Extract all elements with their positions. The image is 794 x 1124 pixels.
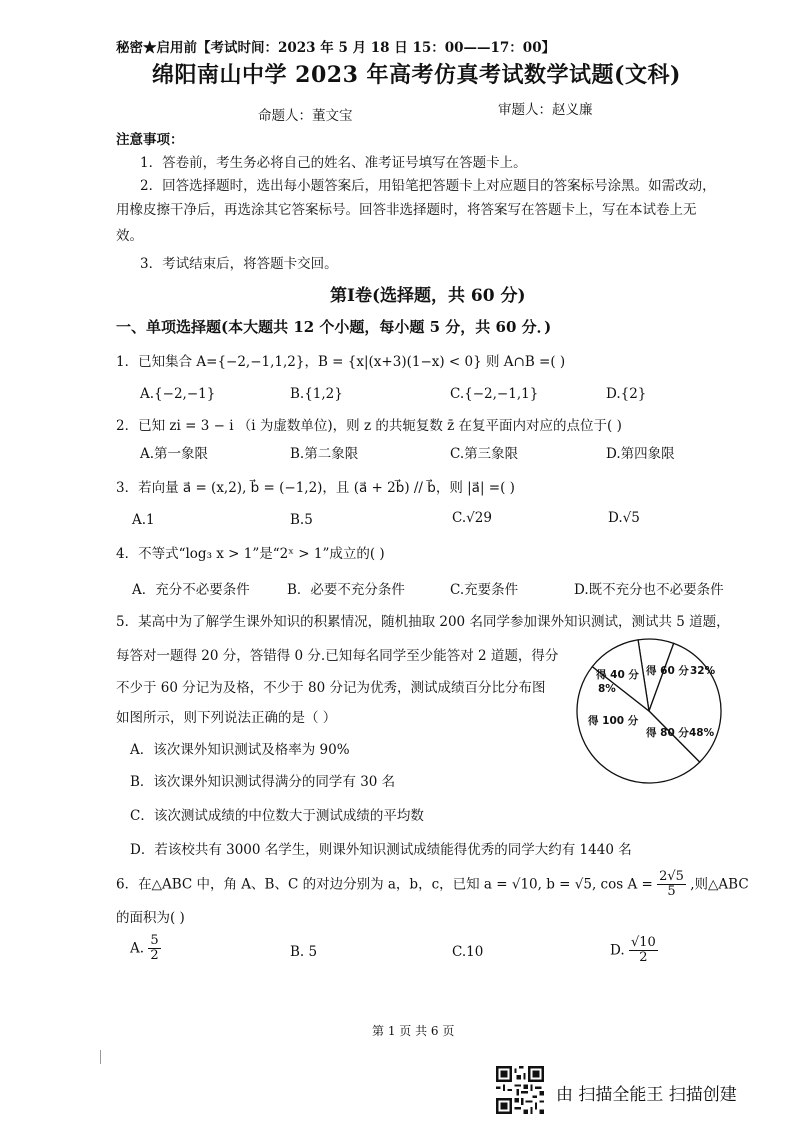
pie-label-40: 得 40 分 <box>596 669 639 681</box>
q5-line-1: 5．某高中为了解学生课外知识的积累情况，随机抽取 200 名同学参加课外知识测试，测试共 5 道题， <box>116 614 730 630</box>
q5-line-3: 不少于 60 分记为及格，不少于 80 分记为优秀，测试成绩百分比分布图 <box>116 680 546 696</box>
q6-option-d-label: D. <box>610 942 625 959</box>
q3-option-a: A.1 <box>132 512 155 528</box>
reviewer: 审题人：赵义廉 <box>498 102 593 118</box>
q2-option-b: B.第二象限 <box>290 446 359 462</box>
q6-option-c: C.10 <box>452 944 484 960</box>
exam-title: 绵阳南山中学 2023 年高考仿真考试数学试题(文科) <box>152 62 681 88</box>
part1-heading: 第Ⅰ卷(选择题，共 60 分) <box>330 286 526 306</box>
q6-frac-num: 2√5 <box>659 869 684 884</box>
q6-line-1-tail: ,则△ABC <box>690 876 749 893</box>
q6-line-2: 的面积为( ) <box>116 910 185 926</box>
q4-stem: 4．不等式“log₃ x > 1”是“2ˣ > 1”成立的( ) <box>116 546 385 562</box>
q6-frac-den: 5 <box>667 884 676 900</box>
q6-option-d-den: 2 <box>639 950 648 966</box>
q3-option-c: C.√29 <box>452 510 492 526</box>
q6-option-d <box>610 936 658 966</box>
q6-line-1 <box>116 870 749 900</box>
pie-label-60: 得 60 分 <box>646 665 689 677</box>
note-2a: 2．回答选择题时，选出每小题答案后，用铅笔把答题卡上对应题目的答案标号涂黑。如需改动， <box>140 178 716 194</box>
q5-option-a: A．该次课外知识测试及格率为 90% <box>130 742 350 758</box>
scanner-watermark: 由 扫描全能王 扫描创建 <box>556 1085 737 1105</box>
q4-option-c: C.充要条件 <box>450 582 519 598</box>
q2-option-c: C.第三象限 <box>450 446 519 462</box>
notes-heading: 注意事项： <box>116 132 184 148</box>
q4-option-a: A．充分不必要条件 <box>132 582 250 598</box>
q6-option-a-frac <box>148 934 160 964</box>
score-pie-chart <box>574 636 724 786</box>
q6-fraction <box>657 870 686 900</box>
scan-mark <box>100 1050 101 1064</box>
note-1: 1．答卷前，考生务必将自己的姓名、准考证号填写在答题卡上。 <box>140 155 527 171</box>
pie-percent-60: 32% <box>690 665 716 677</box>
q1-option-d: D.{2} <box>606 386 647 402</box>
note-2c: 效。 <box>116 228 143 244</box>
q6-option-a <box>130 934 161 964</box>
q5-line-4: 如图所示，则下列说法正确的是（ ） <box>116 710 337 726</box>
q3-option-d: D.√5 <box>608 510 640 526</box>
note-3: 3．考试结束后，将答题卡交回。 <box>140 256 338 272</box>
q5-option-d: D．若该校共有 3000 名学生，则课外知识测试成绩能得优秀的同学大约有 1440 名 <box>130 842 632 858</box>
q2-stem: 2．已知 zi = 3 − i （i 为虚数单位)，则 z 的共轭复数 z̄ 在复平面内对应的点位于( ) <box>116 418 622 434</box>
pie-percent-80: 48% <box>689 727 715 739</box>
exam-time-line: 秘密★启用前【考试时间：2023 年 5 月 18 日 15：00——17：00】 <box>116 40 556 56</box>
section-heading: 一、单项选择题(本大题共 12 个小题，每小题 5 分，共 60 分．) <box>116 318 552 336</box>
pie-percent-40: 8% <box>598 683 616 695</box>
page-number: 第 1 页 共 6 页 <box>372 1024 455 1038</box>
q4-option-b: B．必要不充分条件 <box>287 582 405 598</box>
q3-stem: 3．若向量 a⃗ = (x,2), b⃗ = (−1,2)，且 (a⃗ + 2b⃗) // b⃗，则 |a⃗| =( ) <box>116 480 515 496</box>
q5-option-c: C．该次测试成绩的中位数大于测试成绩的平均数 <box>130 808 424 824</box>
q6-option-b: B. 5 <box>290 944 318 960</box>
q2-option-d: D.第四象限 <box>606 446 675 462</box>
q1-stem: 1．已知集合 A={−2,−1,1,2}，B = {x|(x+3)(1−x) < 0} 则 A∩B =( ) <box>116 354 566 370</box>
q2-option-a: A.第一象限 <box>140 446 209 462</box>
q6-line-1-text: 6．在△ABC 中，角 A、B、C 的对边分别为 a，b，c，已知 a = √10, b = √5, cos A = <box>116 876 653 893</box>
q5-line-2: 每答对一题得 20 分，答错得 0 分.已知每名同学至少能答对 2 道题，得分 <box>116 648 559 664</box>
pie-label-80: 得 80 分 <box>646 727 689 739</box>
q5-option-b: B．该次课外知识测试得满分的同学有 30 名 <box>130 774 396 790</box>
q6-option-d-num: √10 <box>630 935 656 950</box>
author: 命题人：董文宝 <box>258 108 353 124</box>
note-2b: 用橡皮擦干净后，再选涂其它答案标号。回答非选择题时，将答案写在答题卡上，写在本试卷上无 <box>116 202 697 218</box>
q3-option-b: B.5 <box>290 512 313 528</box>
q4-option-d: D.既不充分也不必要条件 <box>574 582 724 598</box>
qr-code-icon <box>496 1066 544 1114</box>
q1-option-c: C.{−2,−1,1} <box>450 386 539 402</box>
q6-option-a-label: A. <box>130 940 145 957</box>
q6-option-a-den: 2 <box>150 948 159 964</box>
q6-option-d-frac <box>629 936 658 966</box>
q1-option-a: A.{−2,−1} <box>140 386 216 402</box>
q1-option-b: B.{1,2} <box>290 386 343 402</box>
q6-option-a-num: 5 <box>150 933 159 948</box>
pie-label-100: 得 100 分 <box>588 715 639 727</box>
